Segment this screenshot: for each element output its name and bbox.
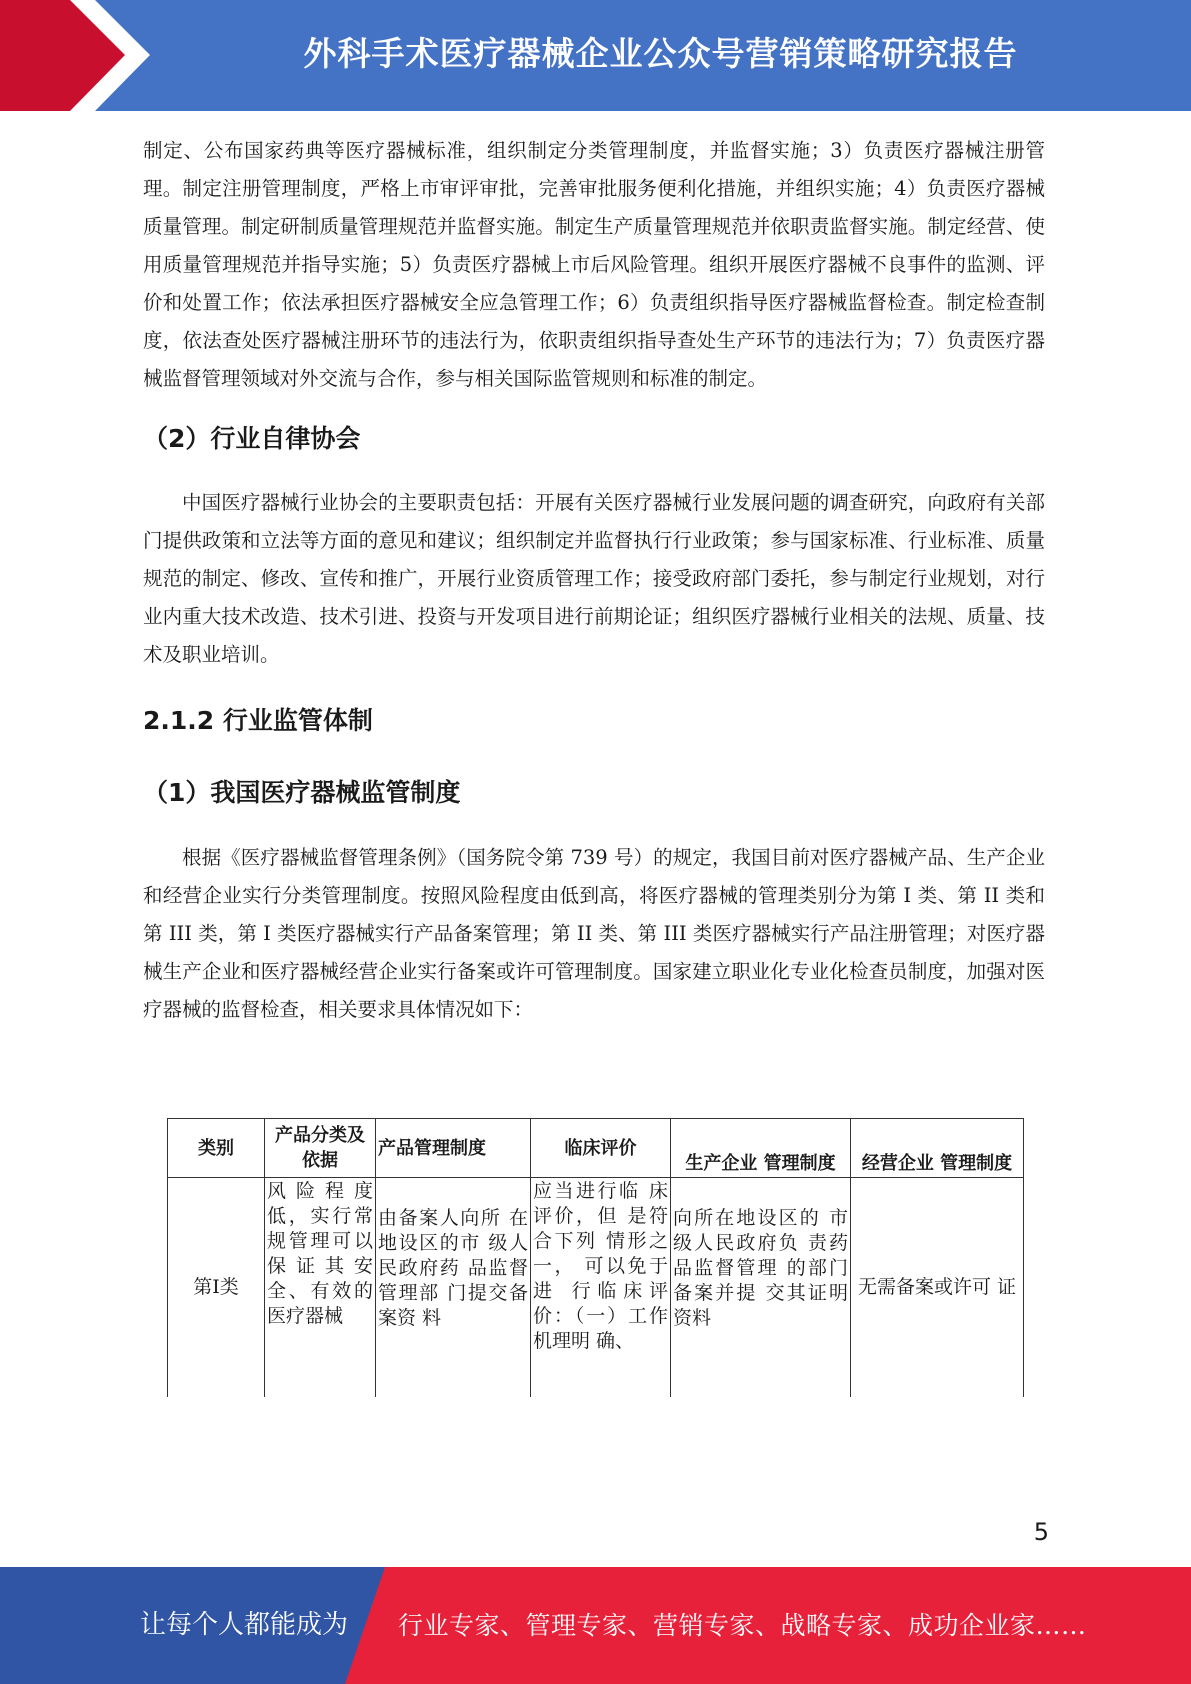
- cell-category: 第Ⅰ类: [168, 1178, 265, 1398]
- heading-industry-association: （2）行业自律协会: [143, 424, 361, 453]
- main-content: [143, 132, 1045, 1029]
- footer-slogan-left: 让每个人都能成为: [140, 1610, 349, 1640]
- header-manufacturer: 生产企业 管理制度: [671, 1119, 851, 1178]
- header-category: 类别: [168, 1119, 265, 1178]
- cell-clinical: 应当进行临 床评价，但 是符合下列 情形之一， 可以免于进 行临床评价：（一）工作机理明 确、: [531, 1178, 671, 1398]
- header-clinical: 临床评价: [531, 1119, 671, 1178]
- heading-device-regulation: （1）我国医疗器械监管制度: [143, 778, 461, 807]
- table-header-row: [168, 1119, 1024, 1178]
- page-number: 5: [1033, 1518, 1049, 1546]
- header-classification: 产品分类及依据: [265, 1119, 376, 1178]
- paragraph-association-duties: 中国医疗器械行业协会的主要职责包括：开展有关医疗器械行业发展问题的调查研究，向政府有关部门提供政策和立法等方面的意见和建议；组织制定并监督执行行业政策；参与国家标准、行业标准、质量规范的制定、修改、宣传和推广，开展行业资质管理工作；接受政府部门委托，参与制定行业规划，对行业内重大技术改造、技术引进、投资与开发项目进行前期论证；组织医疗器械行业相关的法规、质量、技术及职业培训。: [143, 491, 1045, 666]
- header-distributor: 经营企业 管理制度: [851, 1119, 1024, 1178]
- table-row: [168, 1178, 1024, 1398]
- page-header: [0, 0, 1191, 111]
- paragraph-regulator-duties: 制定、公布国家药典等医疗器械标准，组织制定分类管理制度，并监督实施；3）负责医疗器械注册管理。制定注册管理制度，严格上市审评审批，完善审批服务便利化措施，并组织实施；4）负责医疗器械质量管理。制定研制质量管理规范并监督实施。制定生产质量管理规范并依职责监督实施。制定经营、使用质量管理规范并指导实施；5）负责医疗器械上市后风险管理。组织开展医疗器械不良事件的监测、评价和处置工作；依法承担医疗器械安全应急管理工作；6）负责组织指导医疗器械监督检查。制定检查制度，依法查处医疗器械注册环节的违法行为，依职责组织指导查处生产环节的违法行为；7）负责医疗器械监督管理领域对外交流与合作，参与相关国际监管规则和标准的制定。: [143, 139, 1045, 390]
- heading-regulatory-system: 2.1.2 行业监管体制: [143, 706, 373, 735]
- cell-product-mgmt: 由备案人向所 在地设区的市 级人民政府药 品监督管理部 门提交备案资 料: [376, 1178, 531, 1398]
- cell-manufacturer: 向所在地设区的 市级人民政府负 责药品监督管理 的部门备案并提 交其证明资料: [671, 1178, 851, 1398]
- cell-distributor: 无需备案或许可 证: [851, 1178, 1024, 1398]
- regulation-table: [167, 1118, 1024, 1397]
- report-title: 外科手术医疗器械企业公众号营销策略研究报告: [303, 34, 1018, 73]
- page-footer: [0, 1567, 1191, 1684]
- footer-slogan-right: 行业专家、管理专家、营销专家、战略专家、成功企业家……: [398, 1611, 1087, 1640]
- paragraph-regulation-basis: 根据《医疗器械监督管理条例》（国务院令第 739 号）的规定，我国目前对医疗器械产品、生产企业和经营企业实行分类管理制度。按照风险程度由低到高，将医疗器械的管理类别分为第 I 类、第 II 类和第 III 类，第 I 类医疗器械实行产品备案管理；第 II 类、第 III 类医疗器械实行产品注册管理；对医疗器械生产企业和医疗器械经营企业实行备案或许可管理制度。国家建立职业化专业化检查员制度，加强对医疗器械的监督检查，相关要求具体情况如下：: [143, 846, 1045, 1021]
- header-product-mgmt: 产品管理制度: [376, 1119, 531, 1178]
- cell-classification: 风险程度低，实行常规管理可以保证其安全、有效的医疗器械: [265, 1178, 376, 1398]
